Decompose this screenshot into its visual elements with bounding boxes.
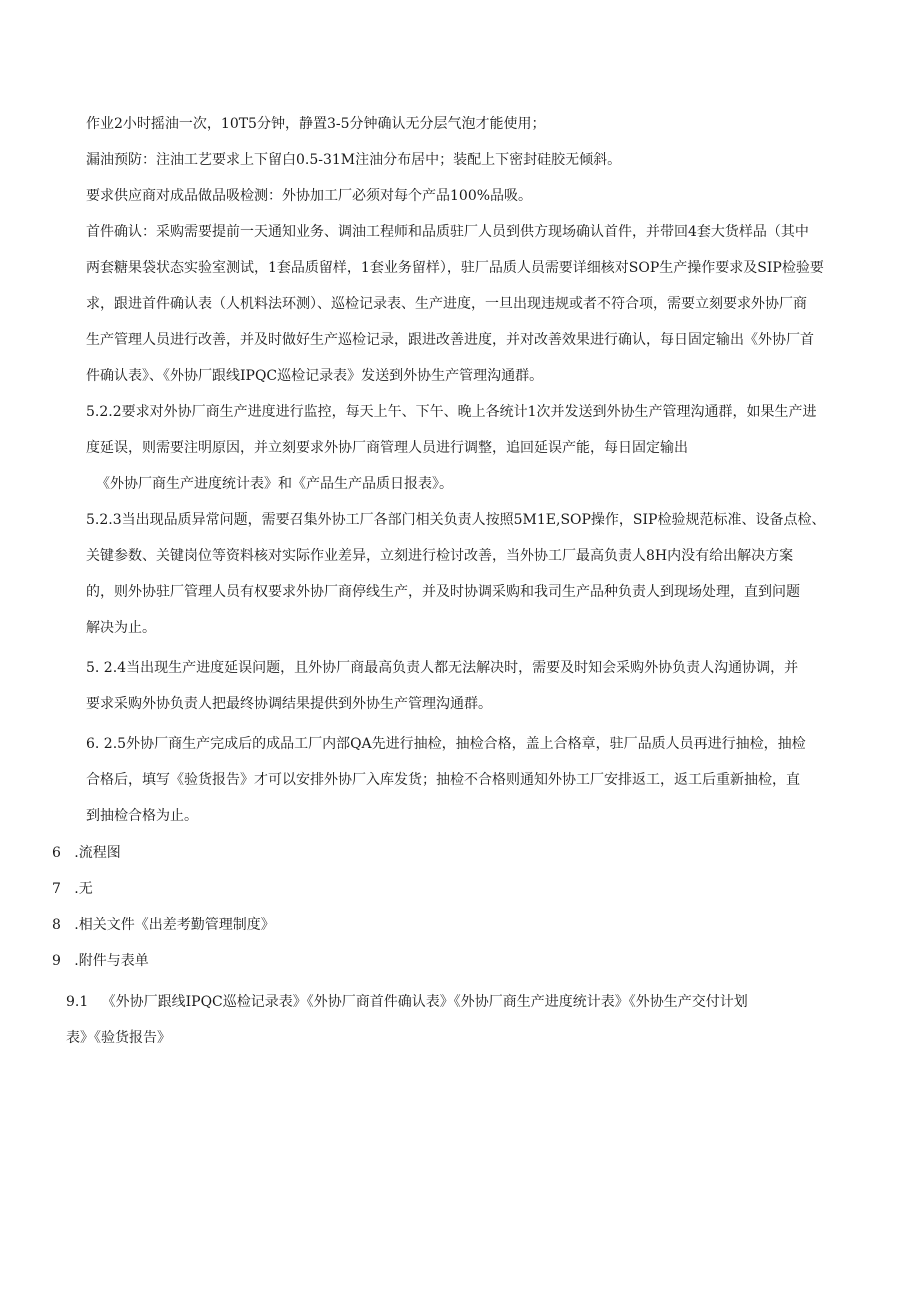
text-line: 到抽检合格为止。 <box>86 808 198 824</box>
text-line: 的，则外协驻厂管理人员有权要求外协厂商停线生产，并及时协调采购和我司生产品种负责人到现场处理，直到问题 <box>86 584 800 600</box>
text-line: 两套糖果袋状态实验室测试，1套品质留样，1套业务留样），驻厂品质人员需要详细核对SOP生产操作要求及SIP检验要 <box>86 260 824 276</box>
text-line: 《外协厂商生产进度统计表》和《产品生产品质日报表》。 <box>96 476 453 492</box>
text-line: 解决为止。 <box>86 620 156 636</box>
section-heading: 7 .无 <box>52 881 93 897</box>
text-line: 要求采购外协负责人把最终协调结果提供到外协生产管理沟通群。 <box>86 696 492 712</box>
section-heading: 9 .附件与表单 <box>52 953 149 969</box>
text-line: 件确认表》、《外协厂跟线IPQC巡检记录表》发送到外协生产管理沟通群。 <box>86 368 544 384</box>
text-line: 合格后，填写《验货报告》才可以安排外协厂入库发货；抽检不合格则通知外协工厂安排返工，返工后重新抽检，直 <box>86 772 800 788</box>
text-line: 首件确认：采购需要提前一天通知业务、调油工程师和品质驻厂人员到供方现场确认首件，并带回4套大货样品（其中 <box>86 224 809 240</box>
text-line: 6. 2.5外协厂商生产完成后的成品工厂内部QA先进行抽检，抽检合格，盖上合格章，驻厂品质人员再进行抽检，抽检 <box>86 736 806 752</box>
text-line: 度延误，则需要注明原因，并立刻要求外协厂商管理人员进行调整，追回延误产能，每日固定输出 <box>86 440 688 456</box>
section-heading: 8 .相关文件《出差考勤管理制度》 <box>52 917 275 933</box>
text-line: 5.2.3当出现品质异常问题，需要召集外协工厂各部门相关负责人按照5M1E,SOP操作，SIP检验规范标准、设备点检、 <box>86 512 826 528</box>
text-line: 5.2.2要求对外协厂商生产进度进行监控，每天上午、下午、晚上各统计1次并发送到外协生产管理沟通群，如果生产进 <box>86 404 817 420</box>
text-line: 要求供应商对成品做品吸检测：外协加工厂必须对每个产品100%品吸。 <box>86 188 533 204</box>
text-line: 作业2小时摇油一次，10T5分钟，静置3-5分钟确认无分层气泡才能使用； <box>86 116 546 132</box>
text-line: 关键参数、关键岗位等资料核对实际作业差异，立刻进行检讨改善，当外协工厂最高负责人8H内没有给出解决方案 <box>86 548 794 564</box>
text-line: 表》《验货报告》 <box>66 1030 171 1046</box>
section-heading: 6 .流程图 <box>52 845 121 861</box>
text-line: 生产管理人员进行改善，并及时做好生产巡检记录，跟进改善进度，并对改善效果进行确认，每日固定输出《外协厂首 <box>86 332 814 348</box>
text-line: 漏油预防：注油工艺要求上下留白0.5-31M注油分布居中；装配上下密封硅胶无倾斜。 <box>86 152 622 168</box>
text-line: 求，跟进首件确认表（人机料法环测）、巡检记录表、生产进度，一旦出现违规或者不符合项，需要立刻要求外协厂商 <box>86 296 807 312</box>
text-line: 5. 2.4当出现生产进度延误问题，且外协厂商最高负责人都无法解决时，需要及时知会采购外协负责人沟通协调，并 <box>86 660 799 676</box>
text-line: 9.1 《外协厂跟线IPQC巡检记录表》《外协厂商首件确认表》《外协厂商生产进度统计表》《外协生产交付计划 <box>66 994 748 1010</box>
